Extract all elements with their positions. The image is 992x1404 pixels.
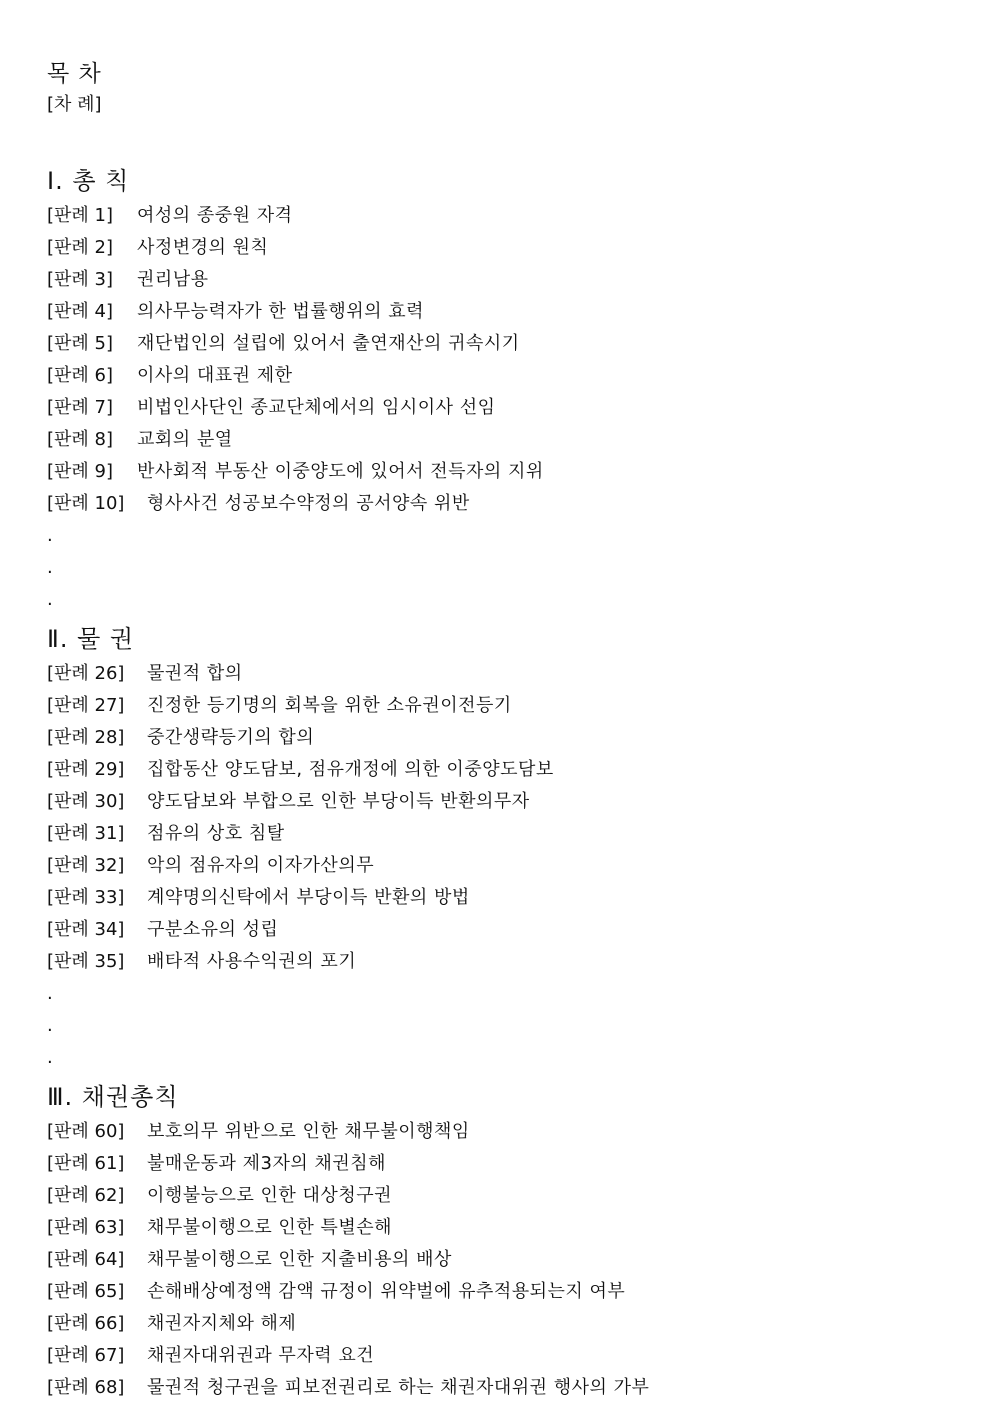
case-title: 물권적 청구권을 피보전권리로 하는 채권자대위권 행사의 가부 [147, 1377, 650, 1398]
case-item[interactable] [47, 1116, 947, 1148]
case-title: 양도담보와 부합으로 인한 부당이득 반환의무자 [147, 791, 530, 812]
case-number: [판례 32] [47, 855, 125, 876]
case-title: 불매운동과 제3자의 채권침해 [147, 1153, 387, 1174]
section-obligations-general [47, 1078, 947, 1404]
case-title: 재단법인의 설립에 있어서 출연재산의 귀속시기 [137, 333, 520, 354]
case-item[interactable] [47, 850, 947, 882]
ellipsis-dot: . [47, 983, 53, 1004]
case-item[interactable] [47, 200, 947, 232]
case-item[interactable] [47, 1276, 947, 1308]
case-number: [판례 1] [47, 205, 113, 226]
case-item[interactable] [47, 296, 947, 328]
section-general [47, 162, 947, 616]
case-item[interactable] [47, 360, 947, 392]
case-item[interactable] [47, 1244, 947, 1276]
case-item[interactable] [47, 754, 947, 786]
case-item[interactable] [47, 914, 947, 946]
doc-subtitle: [차 례] [47, 94, 102, 115]
case-item[interactable] [47, 1212, 947, 1244]
ellipsis-dot: . [47, 1047, 53, 1068]
section-heading: Ⅱ. 물 권 [47, 625, 135, 653]
case-number: [판례 65] [47, 1281, 125, 1302]
ellipsis-dot: . [47, 525, 53, 546]
case-title: 형사사건 성공보수약정의 공서양속 위반 [147, 493, 470, 514]
case-title: 채무불이행으로 인한 특별손해 [147, 1217, 392, 1238]
toc-page [47, 58, 947, 1404]
case-title: 손해배상예정액 감액 규정이 위약벌에 유추적용되는지 여부 [147, 1281, 626, 1302]
case-number: [판례 27] [47, 695, 125, 716]
case-number: [판례 10] [47, 493, 125, 514]
case-item[interactable] [47, 818, 947, 850]
case-item[interactable] [47, 456, 947, 488]
case-title: 권리남용 [137, 269, 209, 290]
case-item[interactable] [47, 424, 947, 456]
case-number: [판례 2] [47, 237, 113, 258]
case-number: [판례 62] [47, 1185, 125, 1206]
case-number: [판례 9] [47, 461, 113, 482]
case-title: 의사무능력자가 한 법률행위의 효력 [137, 301, 424, 322]
section-property [47, 620, 947, 1074]
case-title: 채무불이행으로 인한 지출비용의 배상 [147, 1249, 452, 1270]
case-number: [판례 35] [47, 951, 125, 972]
case-title: 비법인사단인 종교단체에서의 임시이사 선임 [137, 397, 496, 418]
case-item[interactable] [47, 1148, 947, 1180]
case-title: 이사의 대표권 제한 [137, 365, 293, 386]
case-title: 이행불능으로 인한 대상청구권 [147, 1185, 392, 1206]
case-title: 진정한 등기명의 회복을 위한 소유권이전등기 [147, 695, 512, 716]
case-title: 배타적 사용수익권의 포기 [147, 951, 357, 972]
section-heading: I. 총 칙 [47, 167, 130, 195]
case-number: [판례 28] [47, 727, 125, 748]
case-number: [판례 7] [47, 397, 113, 418]
case-item[interactable] [47, 882, 947, 914]
case-number: [판례 63] [47, 1217, 125, 1238]
case-number: [판례 66] [47, 1313, 125, 1334]
ellipsis-dot: . [47, 589, 53, 610]
ellipsis-dot: . [47, 557, 53, 578]
case-number: [판례 60] [47, 1121, 125, 1142]
case-number: [판례 5] [47, 333, 113, 354]
case-number: [판례 34] [47, 919, 125, 940]
case-number: [판례 64] [47, 1249, 125, 1270]
case-list [47, 200, 947, 520]
case-item[interactable] [47, 1372, 947, 1404]
case-title: 교회의 분열 [137, 429, 233, 450]
case-item[interactable] [47, 392, 947, 424]
case-title: 구분소유의 성립 [147, 919, 279, 940]
case-number: [판례 61] [47, 1153, 125, 1174]
case-title: 채권자지체와 해제 [147, 1313, 297, 1334]
ellipsis-dot: . [47, 1015, 53, 1036]
case-title: 채권자대위권과 무자력 요건 [147, 1345, 375, 1366]
case-list [47, 658, 947, 978]
case-title: 악의 점유자의 이자가산의무 [147, 855, 375, 876]
case-title: 물권적 합의 [147, 663, 243, 684]
case-number: [판례 6] [47, 365, 113, 386]
case-title: 점유의 상호 침탈 [147, 823, 285, 844]
case-item[interactable] [47, 690, 947, 722]
case-number: [판례 31] [47, 823, 125, 844]
case-number: [판례 4] [47, 301, 113, 322]
case-item[interactable] [47, 232, 947, 264]
case-number: [판례 68] [47, 1377, 125, 1398]
case-item[interactable] [47, 1308, 947, 1340]
case-number: [판례 30] [47, 791, 125, 812]
case-number: [판례 33] [47, 887, 125, 908]
case-item[interactable] [47, 264, 947, 296]
case-title: 중간생략등기의 합의 [147, 727, 315, 748]
case-number: [판례 67] [47, 1345, 125, 1366]
case-item[interactable] [47, 946, 947, 978]
case-item[interactable] [47, 1340, 947, 1372]
doc-title: 목 차 [47, 61, 102, 87]
case-item[interactable] [47, 1180, 947, 1212]
case-list [47, 1116, 947, 1404]
section-heading: Ⅲ. 채권총칙 [47, 1083, 179, 1111]
case-title: 계약명의신탁에서 부당이득 반환의 방법 [147, 887, 470, 908]
case-title: 사정변경의 원칙 [137, 237, 269, 258]
case-item[interactable] [47, 786, 947, 818]
case-title: 반사회적 부동산 이중양도에 있어서 전득자의 지위 [137, 461, 544, 482]
case-item[interactable] [47, 488, 947, 520]
case-title: 집합동산 양도담보, 점유개정에 의한 이중양도담보 [147, 759, 554, 780]
case-item[interactable] [47, 658, 947, 690]
case-title: 보호의무 위반으로 인한 채무불이행책임 [147, 1121, 470, 1142]
case-number: [판례 26] [47, 663, 125, 684]
case-number: [판례 8] [47, 429, 113, 450]
case-title: 여성의 종중원 자격 [137, 205, 293, 226]
case-item[interactable] [47, 722, 947, 754]
case-item[interactable] [47, 328, 947, 360]
case-number: [판례 29] [47, 759, 125, 780]
case-number: [판례 3] [47, 269, 113, 290]
